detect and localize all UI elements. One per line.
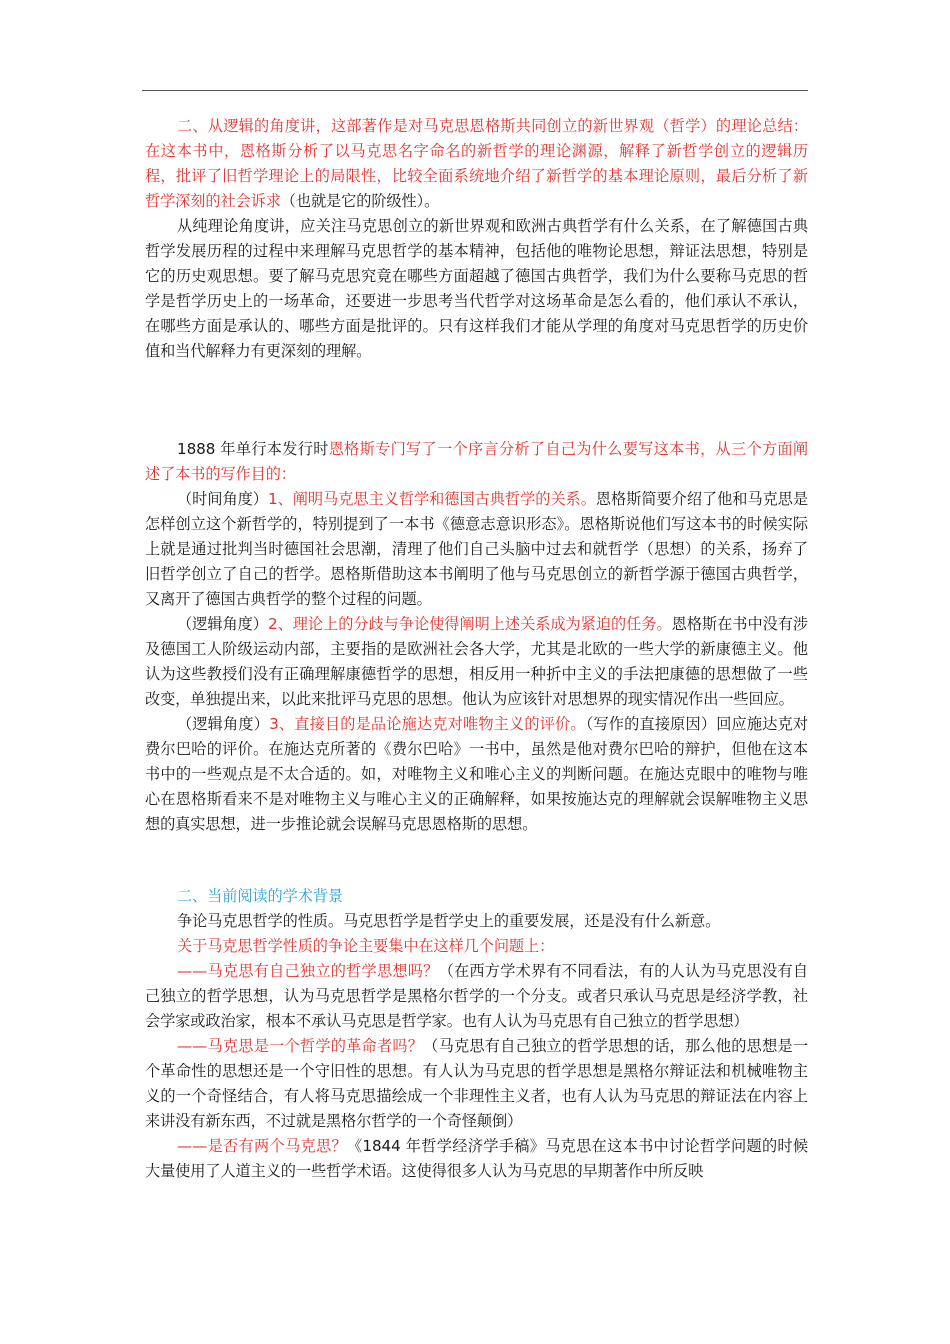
heading-red-text: 二、从逻辑的角度讲，这部著作是对马克思恩格斯共同创立的新世界观（哲学）的理论总结：在这本书中，恩格斯分析了以马克思名字命名的新哲学的理论渊源，解释了新哲学创立的逻辑历程，批评了旧哲学理论上的局限性，比较全面系统地介绍了新哲学的基本理论原则，最后分析了新哲学深刻的社会诉求 [145,117,808,210]
body-paragraph: 从纯理论角度讲，应关注马克思创立的新世界观和欧洲古典哲学有什么关系，在了解德国古典哲学发展历程的过程中来理解马克思哲学的基本精神，包括他的唯物论思想，辩证法思想，特别是它的历史观思想。要了解马克思究竟在哪些方面超越了德国古典哲学，我们为什么要称马克思的哲学是哲学历史上的一场革命，还要进一步思考当代哲学对这场革命是怎么看的，他们承认不承认，在哪些方面是承认的、哪些方面是批评的。只有这样我们才能从学理的角度对马克思哲学的历史价值和当代解释力有更深刻的理解。 [145,217,808,360]
purpose-paragraph-1 [145,487,808,612]
purpose-paragraph-3 [145,712,808,837]
section-heading: 二、当前阅读的学术背景 [177,887,343,905]
purpose-body-text: （写作的直接原因）回应施达克对费尔巴哈的评价。在施达克所著的《费尔巴哈》一书中，虽然是他对费尔巴哈的辩护，但他在这本书中的一些观点是不太合适的。如，对唯物主义和唯心主义的判断问题。在施达克眼中的唯物与唯心在恩格斯看来不是对唯物主义与唯心主义的正确解释，如果按施达克的理解就会误解唯物主义思想的真实思想，进一步推论就会误解马克思恩格斯的思想。 [145,715,808,833]
purpose-paragraph-2 [145,612,808,712]
question-paragraph-3 [145,1134,808,1184]
background-line: 争论马克思哲学的性质。马克思哲学是哲学史上的重要发展，还是没有什么新意。 [177,912,721,930]
purpose-red-text: 3、直接目的是品论施达克对唯物主义的评价。 [269,715,586,733]
question-paragraph-2 [145,1034,808,1134]
purpose-body-text: 恩格斯简要介绍了他和马克思是怎样创立这个新哲学的，特别提到了一本书《德意志意识形态》。恩格斯说他们写这本书的时候实际上就是通过批判当时德国社会思潮，清理了他们自己头脑中过去和就哲学（思想）的关系，扬弃了旧哲学创立了自己的哲学。恩格斯借助这本书阐明了他与马克思创立的新哲学源于德国古典哲学，又离开了德国古典哲学的整个过程的问题。 [145,490,808,608]
purpose-prefix: （逻辑角度） [177,615,268,633]
question-red-text: ——马克思有自己独立的哲学思想吗？ [177,962,439,980]
section-writing-purpose [145,437,808,837]
question-body-text: （马克思有自己独立的哲学思想的话，那么他的思想是一个革命性的思想还是一个守旧性的思想。有人认为马克思的哲学思想是黑格尔辩证法和机械唯物主义的一个奇怪结合，有人将马克思描绘成一个非理性主义者，也有人认为马克思的辩证法在内容上来讲没有新东西，不过就是黑格尔哲学的一个奇怪颠倒） [145,1037,808,1130]
intro-paragraph [145,437,808,487]
purpose-red-text: 1、阐明马克思主义哲学和德国古典哲学的关系。 [267,490,596,508]
question-red-text: ——马克思是一个哲学的革命者吗？ [177,1037,424,1055]
intro-red-text: 恩格斯专门写了一个序言分析了自己为什么要写这本书，从三个方面阐述了本书的写作目的： [145,440,808,483]
header-rule [142,90,808,91]
purpose-body-text: 恩格斯在书中没有涉及德国工人阶级运动内部，主要指的是欧洲社会各大学，尤其是北欧的一些大学的新康德主义。他认为这些教授们没有正确理解康德哲学的思想，相反用一种折中主义的手法把康德的思想做了一些改变，单独提出来，以此来批评马克思的思想。他认为应该针对思想界的现实情况作出一些回应。 [145,615,808,708]
section-academic-background [145,884,808,1184]
question-body-text: 《1844 年哲学经济学手稿》马克思在这本书中讨论哲学问题的时候大量使用了人道主义的一些哲学术语。这使得很多人认为马克思的早期著作中所反映 [145,1137,808,1180]
purpose-prefix: （逻辑角度） [177,715,270,733]
question-red-text: ——是否有两个马克思？ [177,1137,347,1155]
background-red-line: 关于马克思哲学性质的争论主要集中在这样几个问题上： [177,937,555,955]
purpose-prefix: （时间角度） [177,490,268,508]
question-paragraph-1 [145,959,808,1034]
purpose-red-text: 2、理论上的分歧与争论使得阐明上述关系成为紧迫的任务。 [267,615,672,633]
question-body-text: （在西方学术界有不同看法，有的人认为马克思没有自己独立的哲学思想，认为马克思哲学是黑格尔哲学的一个分支。或者只承认马克思是经济学教，社会学家或政治家，根本不承认马克思是哲学家。也有人认为马克思有自己独立的哲学思想） [145,962,808,1030]
section-logic-summary [145,114,808,364]
heading-tail-text: （也就是它的阶级性）。 [280,192,440,210]
intro-text: 1888 年单行本发行时 [177,440,329,458]
section-heading-paragraph [145,114,808,214]
